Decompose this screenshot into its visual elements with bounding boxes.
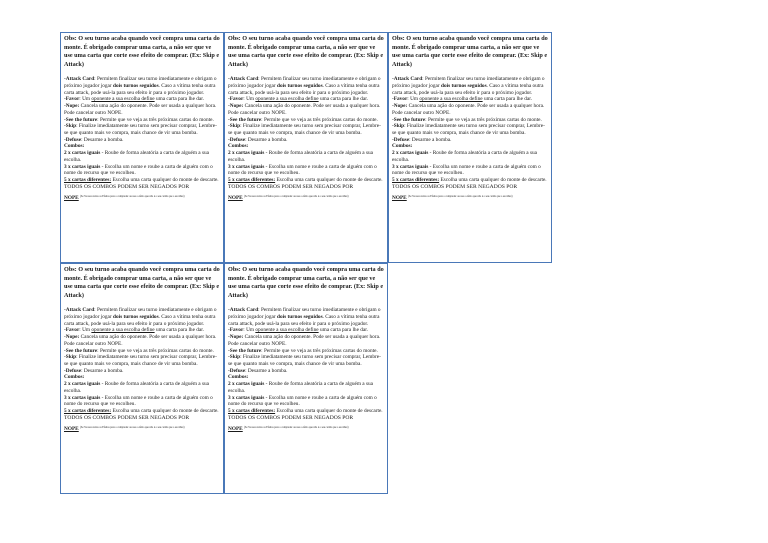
skip-text: : Finalize imediatamente seu turno sem precisar comprar, Lembre-se que quanto mais ve compra, mais chance de vir uma bomba. xyxy=(64,123,217,136)
rules-card-1 xyxy=(60,32,224,263)
favor-rule xyxy=(64,327,220,334)
nope-line xyxy=(228,195,384,201)
nope-term: -Nope: xyxy=(392,103,408,110)
combo-3 xyxy=(64,395,220,408)
attack-text: : Permitem finalizar seu turno imediatamente e obrigam o próximo jogador jogar xyxy=(64,307,217,321)
favor-pre: : Um xyxy=(79,327,91,334)
attack-term: -Attack Card xyxy=(392,76,423,83)
attack-text-2: . Caso a vítima tenha outra carta attack, pode usá-la para seu efeito ir para o próximo jogador. xyxy=(64,83,216,96)
favor-term: -Favor xyxy=(64,327,80,334)
tiny-note: (Se Ve usou todos os Efeitos para o comprador ou use o efeito que não é o seu cartão que o escolher) xyxy=(80,426,185,430)
rules-card-5 xyxy=(224,263,388,494)
skip-term: -Skip xyxy=(64,123,77,130)
rules-card-4 xyxy=(60,263,224,494)
future-term: -See the future xyxy=(392,116,426,123)
nope-rule xyxy=(228,103,384,116)
favor-pre: : Um xyxy=(407,96,419,103)
combo-3-term: 3 x cartas iguais xyxy=(64,394,101,401)
skip-text: : Finalize imediatamente seu turno sem precisar comprar, Lembre-se que quanto mais ve compra, mais chance de vir uma bomba. xyxy=(228,354,381,367)
future-rule xyxy=(228,348,384,355)
defuse-term: -Defuse xyxy=(64,367,82,374)
defuse-term: -Defuse xyxy=(392,136,410,143)
skip-term: -Skip xyxy=(64,354,77,361)
future-text: : Permite que ve veja as três próximas cartas do monte. xyxy=(261,116,378,123)
defuse-rule xyxy=(64,137,220,144)
tiny-note: (Se Ve usou todos os Efeitos para o comprador ou use o efeito que não é o seu cartão que o escolher) xyxy=(408,195,513,199)
skip-rule xyxy=(228,123,384,136)
skip-rule xyxy=(228,354,384,367)
rules-obs-text: Obs: O seu turno acaba quando você compra uma carta do monte. É obrigado comprar uma carta, a não ser que ve use uma carta que corte esse efeito de comprar. (Ex: Skip e Attack) xyxy=(228,266,384,299)
combo-5-text: Escolha uma carta qualquer do monte de descarte. xyxy=(111,176,219,183)
defuse-text: : Desarme a bomba. xyxy=(81,136,124,143)
favor-rule xyxy=(228,327,384,334)
nope-line xyxy=(64,195,220,201)
combo-5-text: Escolha uma carta qualquer do monte de descarte. xyxy=(275,407,383,414)
defuse-rule xyxy=(228,137,384,144)
combo-3-term: 3 x cartas iguais xyxy=(228,394,265,401)
all-combos-note: TODOS OS COMBOS PODEM SER NEGADOS POR xyxy=(228,183,354,190)
attack-text: : Permitem finalizar seu turno imediatamente e obrigam o próximo jogador jogar xyxy=(228,307,381,321)
attack-text-2: . Caso a vítima tenha outra carta attack, pode usá-la para seu efeito ir para o próximo jogador. xyxy=(228,83,380,96)
future-rule xyxy=(64,348,220,355)
nope-rule xyxy=(64,334,220,347)
attack-text-2: . Caso a vítima tenha outra carta attack, pode usá-la para seu efeito ir para o próximo jogador. xyxy=(64,314,216,327)
combo-5-text: Escolha uma carta qualquer do monte de descarte. xyxy=(111,407,219,414)
favor-rule xyxy=(228,96,384,103)
rules-card-2 xyxy=(224,32,388,263)
attack-text: : Permitem finalizar seu turno imediatamente e obrigam o próximo jogador jogar xyxy=(392,76,545,90)
rules-obs-text: Obs: O seu turno acaba quando você compra uma carta do monte. É obrigado comprar uma carta, a não ser que ve use uma carta que corte esse efeito de comprar. (Ex: Skip e Attack) xyxy=(392,35,548,68)
combo-2 xyxy=(392,150,548,163)
tiny-note: (Se Ve usou todos os Efeitos para o comprador ou use o efeito que não é o seu cartão que o escolher) xyxy=(244,426,349,430)
combo-3-text: - Escolha um nome e roube a carta de alguém com o nome do recurso que ve escolheu. xyxy=(64,394,213,408)
combo-2-term: 2 x cartas iguais xyxy=(228,381,265,388)
all-combos-note: TODOS OS COMBOS PODEM SER NEGADOS POR xyxy=(64,414,190,421)
combo-3 xyxy=(392,164,548,177)
combo-2 xyxy=(64,150,220,163)
nope-rule xyxy=(64,103,220,116)
combo-5 xyxy=(228,177,384,184)
attack-bold: dois turnos seguidos xyxy=(113,83,159,90)
combos-title-text: Combos: xyxy=(392,143,413,150)
nope-text: Cancela uma ação do oponente. Pode ser usada a qualquer hora. Pode cancelar outro NOPE. xyxy=(64,103,217,116)
combo-2 xyxy=(228,381,384,394)
nope-text: Cancela uma ação do oponente. Pode ser usada a qualquer hora. Pode cancelar outro NOPE. xyxy=(228,334,381,347)
favor-rule xyxy=(392,96,548,103)
combo-5 xyxy=(64,177,220,184)
nope-text: Cancela uma ação do oponente. Pode ser usada a qualquer hora. Pode cancelar outro NOPE. xyxy=(392,103,545,116)
favor-term: -Favor xyxy=(392,96,408,103)
combos-title-text: Combos: xyxy=(228,374,249,381)
favor-term: -Favor xyxy=(228,96,244,103)
combo-3-text: - Escolha um nome e roube a carta de alguém com o nome do recurso que ve escolheu. xyxy=(228,163,377,177)
defuse-rule xyxy=(64,368,220,375)
combo-2-term: 2 x cartas iguais xyxy=(392,150,429,157)
combo-5 xyxy=(392,177,548,184)
skip-text: : Finalize imediatamente seu turno sem precisar comprar, Lembre-se que quanto mais ve compra, mais chance de vir uma bomba. xyxy=(228,123,381,136)
combo-5-term: 5 x cartas diferentes: xyxy=(64,176,112,183)
combos-title-text: Combos: xyxy=(228,143,249,150)
attack-rule xyxy=(228,76,384,96)
combo-2-term: 2 x cartas iguais xyxy=(64,150,101,157)
combo-5 xyxy=(64,408,220,415)
combo-2-term: 2 x cartas iguais xyxy=(228,150,265,157)
defuse-term: -Defuse xyxy=(228,136,246,143)
combo-3 xyxy=(64,164,220,177)
combo-2-text: - Roube de forma aleatória a carta de alguém a sua escolha. xyxy=(228,381,374,394)
combo-2-text: - Roube de forma aleatória a carta de alguém a sua escolha. xyxy=(64,150,210,163)
nope-line xyxy=(64,426,220,432)
combo-3-term: 3 x cartas iguais xyxy=(64,163,101,170)
favor-post: uma carta para lhe dar. xyxy=(155,96,205,103)
future-rule xyxy=(392,117,548,124)
nope-word: NOPE xyxy=(392,195,407,202)
nope-text: Cancela uma ação do oponente. Pode ser usada a qualquer hora. Pode cancelar outro NOPE. xyxy=(228,103,381,116)
nope-word: NOPE xyxy=(64,426,79,433)
skip-term: -Skip xyxy=(228,354,241,361)
future-text: : Permite que ve veja as três próximas cartas do monte. xyxy=(97,347,214,354)
combo-5-text: Escolha uma carta qualquer do monte de descarte. xyxy=(275,176,383,183)
defuse-rule xyxy=(228,368,384,375)
attack-bold: dois turnos seguidos xyxy=(277,314,323,321)
favor-link: oponente a sua escolha define xyxy=(91,327,155,334)
attack-rule xyxy=(64,76,220,96)
skip-rule xyxy=(64,354,220,367)
nope-term: -Nope: xyxy=(64,103,80,110)
defuse-term: -Defuse xyxy=(64,136,82,143)
attack-text-2: . Caso a vítima tenha outra carta attack, pode usá-la para seu efeito ir para o próximo jogador. xyxy=(392,83,544,96)
attack-rule xyxy=(64,307,220,327)
combo-2-text: - Roube de forma aleatória a carta de alguém a sua escolha. xyxy=(392,150,538,163)
combo-5-term: 5 x cartas diferentes: xyxy=(228,407,276,414)
future-rule xyxy=(64,117,220,124)
defuse-rule xyxy=(392,137,548,144)
future-term: -See the future xyxy=(64,347,98,354)
favor-link: oponente a sua escolha define xyxy=(419,96,483,103)
defuse-text: : Desarme a bomba. xyxy=(81,367,124,374)
combo-2-text: - Roube de forma aleatória a carta de alguém a sua escolha. xyxy=(64,381,210,394)
combo-3-text: - Escolha um nome e roube a carta de alguém com o nome do recurso que ve escolheu. xyxy=(64,163,213,177)
favor-pre: : Um xyxy=(79,96,91,103)
favor-post: uma carta para lhe dar. xyxy=(319,327,369,334)
nope-term: -Nope: xyxy=(228,103,244,110)
attack-term: -Attack Card xyxy=(64,76,95,83)
skip-term: -Skip xyxy=(392,123,405,130)
defuse-term: -Defuse xyxy=(228,367,246,374)
combo-2 xyxy=(64,381,220,394)
combo-3 xyxy=(228,164,384,177)
combo-3-term: 3 x cartas iguais xyxy=(228,163,265,170)
future-term: -See the future xyxy=(228,116,262,123)
favor-pre: : Um xyxy=(243,96,255,103)
attack-term: -Attack Card xyxy=(228,307,259,314)
attack-text: : Permitem finalizar seu turno imediatamente e obrigam o próximo jogador jogar xyxy=(228,76,381,90)
favor-rule xyxy=(64,96,220,103)
future-text: : Permite que ve veja as três próximas cartas do monte. xyxy=(425,116,542,123)
combos-title-text: Combos: xyxy=(64,143,85,150)
nope-word: NOPE xyxy=(228,426,243,433)
favor-link: oponente a sua escolha define xyxy=(255,327,319,334)
skip-text: : Finalize imediatamente seu turno sem precisar comprar, Lembre-se que quanto mais ve compra, mais chance de vir uma bomba. xyxy=(64,354,217,367)
nope-rule xyxy=(392,103,548,116)
skip-term: -Skip xyxy=(228,123,241,130)
future-text: : Permite que ve veja as três próximas cartas do monte. xyxy=(97,116,214,123)
combo-3 xyxy=(228,395,384,408)
favor-post: uma carta para lhe dar. xyxy=(319,96,369,103)
favor-link: oponente a sua escolha define xyxy=(91,96,155,103)
rules-card-3 xyxy=(388,32,552,263)
skip-rule xyxy=(392,123,548,136)
combo-5 xyxy=(228,408,384,415)
attack-rule xyxy=(228,307,384,327)
nope-term: -Nope: xyxy=(64,334,80,341)
nope-rule xyxy=(228,334,384,347)
all-combos-note: TODOS OS COMBOS PODEM SER NEGADOS POR xyxy=(228,414,354,421)
favor-post: uma carta para lhe dar. xyxy=(483,96,533,103)
favor-term: -Favor xyxy=(64,96,80,103)
skip-rule xyxy=(64,123,220,136)
attack-text: : Permitem finalizar seu turno imediatamente e obrigam o próximo jogador jogar xyxy=(64,76,217,90)
rules-obs-text: Obs: O seu turno acaba quando você compra uma carta do monte. É obrigado comprar uma carta, a não ser que ve use uma carta que corte esse efeito de comprar. (Ex: Skip e Attack) xyxy=(64,266,220,299)
favor-pre: : Um xyxy=(243,327,255,334)
nope-term: -Nope: xyxy=(228,334,244,341)
combo-2-text: - Roube de forma aleatória a carta de alguém a sua escolha. xyxy=(228,150,374,163)
combo-5-term: 5 x cartas diferentes: xyxy=(64,407,112,414)
attack-term: -Attack Card xyxy=(64,307,95,314)
nope-text: Cancela uma ação do oponente. Pode ser usada a qualquer hora. Pode cancelar outro NOPE. xyxy=(64,334,217,347)
combo-5-term: 5 x cartas diferentes: xyxy=(392,176,440,183)
all-combos-note: TODOS OS COMBOS PODEM SER NEGADOS POR xyxy=(64,183,190,190)
nope-line xyxy=(228,426,384,432)
rules-obs-text: Obs: O seu turno acaba quando você compra uma carta do monte. É obrigado comprar uma carta, a não ser que ve use uma carta que corte esse efeito de comprar. (Ex: Skip e Attack) xyxy=(64,35,220,68)
combo-2-term: 2 x cartas iguais xyxy=(64,381,101,388)
tiny-note: (Se Ve usou todos os Efeitos para o comprador ou use o efeito que não é o seu cartão que o escolher) xyxy=(244,195,349,199)
combo-3-term: 3 x cartas iguais xyxy=(392,163,429,170)
defuse-text: : Desarme a bomba. xyxy=(409,136,452,143)
defuse-text: : Desarme a bomba. xyxy=(245,136,288,143)
attack-bold: dois turnos seguidos xyxy=(113,314,159,321)
attack-bold: dois turnos seguidos xyxy=(441,83,487,90)
combo-5-term: 5 x cartas diferentes: xyxy=(228,176,276,183)
attack-text-2: . Caso a vítima tenha outra carta attack, pode usá-la para seu efeito ir para o próximo jogador. xyxy=(228,314,380,327)
attack-bold: dois turnos seguidos xyxy=(277,83,323,90)
defuse-text: : Desarme a bomba. xyxy=(245,367,288,374)
future-term: -See the future xyxy=(228,347,262,354)
nope-word: NOPE xyxy=(64,195,79,202)
future-text: : Permite que ve veja as três próximas cartas do monte. xyxy=(261,347,378,354)
combos-title-text: Combos: xyxy=(64,374,85,381)
future-term: -See the future xyxy=(64,116,98,123)
combo-5-text: Escolha uma carta qualquer do monte de descarte. xyxy=(439,176,547,183)
attack-rule xyxy=(392,76,548,96)
all-combos-note: TODOS OS COMBOS PODEM SER NEGADOS POR xyxy=(392,183,518,190)
tiny-note: (Se Ve usou todos os Efeitos para o comprador ou use o efeito que não é o seu cartão que o escolher) xyxy=(80,195,185,199)
favor-term: -Favor xyxy=(228,327,244,334)
skip-text: : Finalize imediatamente seu turno sem precisar comprar, Lembre-se que quanto mais ve compra, mais chance de vir uma bomba. xyxy=(392,123,545,136)
nope-line xyxy=(392,195,548,201)
favor-post: uma carta para lhe dar. xyxy=(155,327,205,334)
attack-term: -Attack Card xyxy=(228,76,259,83)
combo-3-text: - Escolha um nome e roube a carta de alguém com o nome do recurso que ve escolheu. xyxy=(228,394,377,408)
nope-word: NOPE xyxy=(228,195,243,202)
favor-link: oponente a sua escolha define xyxy=(255,96,319,103)
combo-2 xyxy=(228,150,384,163)
rules-obs-text: Obs: O seu turno acaba quando você compra uma carta do monte. É obrigado comprar uma carta, a não ser que ve use uma carta que corte esse efeito de comprar. (Ex: Skip e Attack) xyxy=(228,35,384,68)
combo-3-text: - Escolha um nome e roube a carta de alguém com o nome do recurso que ve escolheu. xyxy=(392,163,541,177)
future-rule xyxy=(228,117,384,124)
